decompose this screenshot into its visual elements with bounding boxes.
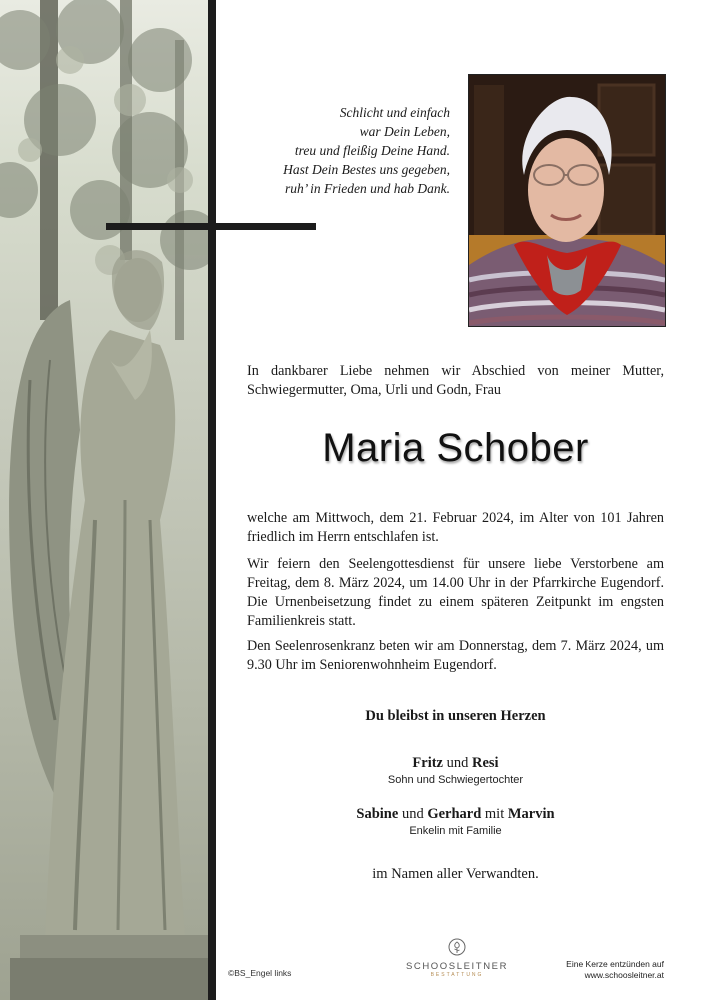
memorial-poem — [240, 103, 450, 198]
portrait-image — [469, 75, 665, 326]
family-name: Resi — [472, 755, 499, 771]
schoosleitner-logo — [398, 938, 516, 978]
poem-line: war Dein Leben, — [359, 124, 450, 139]
family-connector: und — [443, 755, 472, 771]
signoff-text: im Namen aller Verwandten. — [372, 866, 539, 882]
family-names — [247, 806, 664, 823]
cross-beam — [106, 223, 316, 230]
logo-name: SCHOOSLEITNER — [405, 961, 509, 972]
angel-statue-image — [0, 0, 208, 1000]
family-entry — [247, 755, 664, 786]
black-frame-bar — [208, 0, 216, 1000]
family-relation: Sohn und Schwiegertochter — [387, 774, 524, 786]
family-name: Sabine — [356, 806, 399, 822]
website-link[interactable]: www.schoosleitner.at — [584, 970, 664, 980]
family-connector: und — [398, 806, 428, 822]
photo-credit: ©BS_Engel links — [228, 968, 292, 978]
family-name: Gerhard — [427, 806, 482, 822]
intro-text: In dankbarer Liebe nehmen wir Abschied von meiner Mutter, Schwiegermutter, Oma, Urli und Godn, Frau — [247, 363, 664, 398]
candle-note — [566, 959, 664, 981]
family-name: Marvin — [507, 806, 555, 822]
rose-emblem-icon — [448, 938, 466, 956]
poem-line: ruh’ in Frieden und hab Dank. — [285, 181, 450, 196]
family-names — [247, 755, 664, 772]
family-entry — [247, 806, 664, 837]
angel-statue-photo — [0, 0, 208, 1000]
poem-line: Schlicht und einfach — [339, 105, 450, 120]
logo-subtitle: BESTATTUNG — [430, 972, 484, 978]
candle-note-line: Eine Kerze entzünden auf — [566, 959, 664, 969]
family-name: Fritz — [412, 755, 443, 771]
family-connector: mit — [481, 806, 508, 822]
poem-line: treu und fleißig Deine Hand. — [294, 143, 450, 158]
closing-line: Du bleibst in unseren Herzen — [365, 708, 546, 724]
death-notice-text: welche am Mittwoch, dem 21. Februar 2024, im Alter von 101 Jahren friedlich im Herrn entschlafen ist. — [247, 510, 664, 545]
rosary-text: Den Seelenrosenkranz beten wir am Donnerstag, dem 7. März 2024, um 9.30 Uhr im Seniorenwohnheim Eugendorf. — [247, 638, 664, 673]
poem-line: Hast Dein Bestes uns gegeben, — [283, 162, 450, 177]
portrait-photo — [468, 74, 666, 327]
family-relation: Enkelin mit Familie — [409, 825, 502, 837]
deceased-name: Maria Schober — [322, 426, 589, 470]
memorial-service-text: Wir feiern den Seelengottesdienst für unsere liebe Verstorbene am Freitag, dem 8. März 2024, um 14.00 Uhr in der Pfarrkirche Eugendorf. Die Urnenbeisetzung findet zu einem späteren Zeitpunkt im engsten Familienkreis statt. — [247, 556, 664, 629]
